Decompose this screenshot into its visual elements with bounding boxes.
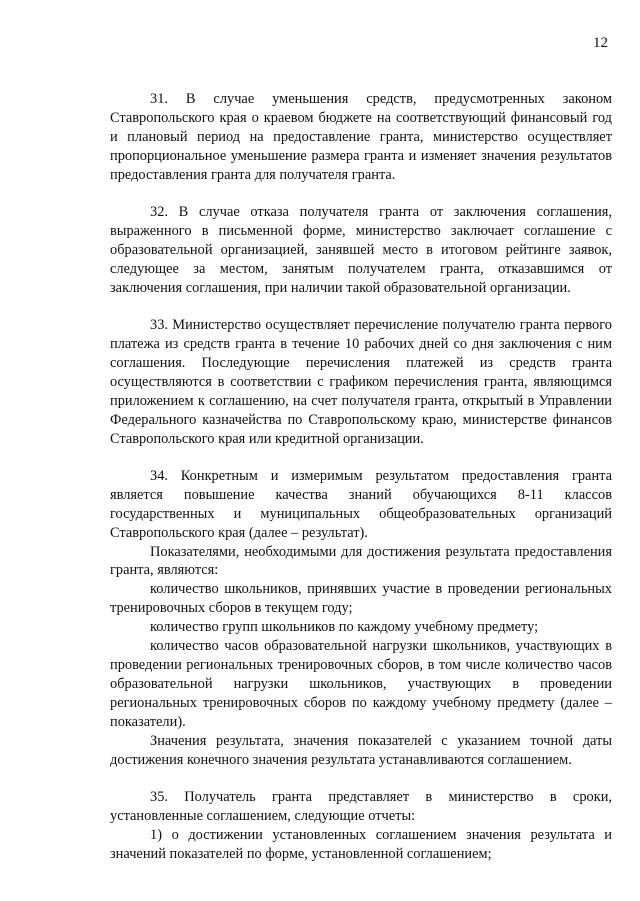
paragraph-34: 34. Конкретным и измеримым результатом предоставления гранта является повышение качества знаний обучающихся 8-11 классов государственных и муниципальных общеобразовательных организаций Ставропольского края (далее – результат). bbox=[110, 467, 612, 541]
paragraph-34-indicators-intro: Показателями, необходимыми для достижения результата предоставления гранта, являются: bbox=[110, 543, 612, 579]
indicator-item-students: количество школьников, принявших участие в проведении региональных тренировочных сборов в текущем году; bbox=[110, 581, 612, 617]
paragraph-31: 31. В случае уменьшения средств, предусмотренных законом Ставропольского края о краевом бюджете на соответствующий финансовый год и плановый период на предоставление гранта, министерство осуществляет пропорциональное уменьшение размера гранта и изменяет значения результатов предоставления гранта для получателя гранта. bbox=[110, 91, 612, 183]
page-number: 12 bbox=[593, 35, 608, 51]
paragraph-33: 33. Министерство осуществляет перечисление получателю гранта первого платежа из средств гранта в течение 10 рабочих дней со дня заключения с ним соглашения. Последующие перечисления платежей из средств гранта осуществляются в соответствии с графиком перечисления гранта, являющимся приложением к соглашению, на счет получателя гранта, открытый в Управлении Федерального казначейства по Ставропольскому краю, министерстве финансов Ставропольского края или кредитной организации. bbox=[110, 317, 612, 447]
report-item-1: 1) о достижении установленных соглашением значения результата и значений показателей по форме, установленной соглашением; bbox=[110, 826, 612, 862]
document-body bbox=[110, 90, 612, 864]
paragraph-34-values: Значения результата, значения показателей с указанием точной даты достижения конечного значения результата устанавливаются соглашением. bbox=[110, 732, 612, 768]
indicator-item-hours: количество часов образовательной нагрузки школьников, участвующих в проведении региональных тренировочных сборов, в том числе количество часов образовательной нагрузки школьников, участвующих в проведении региональных тренировочных сборов по каждому учебному предмету (далее – показатели). bbox=[110, 638, 612, 730]
indicator-item-groups: количество групп школьников по каждому учебному предмету; bbox=[150, 619, 539, 636]
paragraph-32: 32. В случае отказа получателя гранта от заключения соглашения, выраженного в письменной форме, министерство заключает соглашение с образовательной организацией, занявшей место в итоговом рейтинге заявок, следующее за местом, занятым получателем гранта, отказавшимся от заключения соглашения, при наличии такой образовательной организации. bbox=[110, 204, 612, 296]
paragraph-35: 35. Получатель гранта представляет в министерство в сроки, установленные соглашением, следующие отчеты: bbox=[110, 788, 612, 824]
